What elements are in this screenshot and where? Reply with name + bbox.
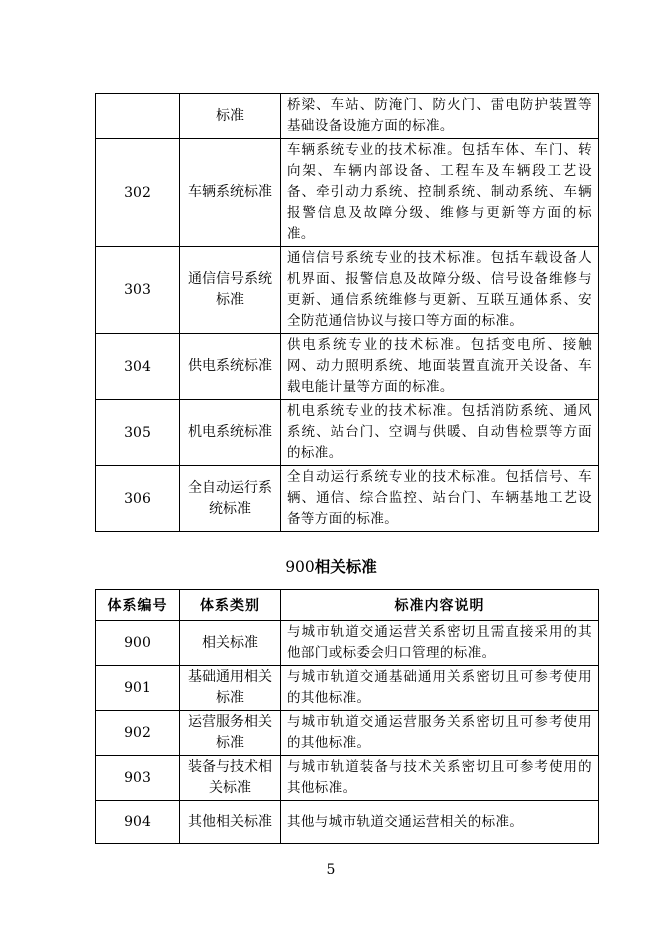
system-number: 903 bbox=[96, 756, 180, 801]
standard-description: 供电系统专业的技术标准。包括变电所、接触网、动力照明系统、地面装置直流开关设备、车载电能计量等方面的标准。 bbox=[281, 334, 599, 400]
system-number: 306 bbox=[96, 466, 180, 532]
system-category: 通信信号系统标准 bbox=[180, 247, 281, 334]
table-header-row bbox=[96, 590, 599, 621]
standard-description: 与城市轨道装备与技术关系密切且可参考使用的其他标准。 bbox=[281, 756, 599, 801]
standard-description: 与城市轨道交通运营服务关系密切且可参考使用的其他标准。 bbox=[281, 711, 599, 756]
system-number: 302 bbox=[96, 139, 180, 247]
system-category: 基础通用相关标准 bbox=[180, 666, 281, 711]
page-number: 5 bbox=[326, 862, 336, 878]
system-number: 304 bbox=[96, 334, 180, 400]
section-title bbox=[0, 555, 662, 577]
column-header-category: 体系类别 bbox=[180, 590, 281, 621]
system-number: 902 bbox=[96, 711, 180, 756]
column-header-number: 体系编号 bbox=[96, 590, 180, 621]
table-row bbox=[96, 139, 599, 247]
standards-table-continued bbox=[95, 93, 599, 532]
standard-description: 机电系统专业的技术标准。包括消防系统、通风系统、站台门、空调与供暖、自动售检票等方面的标准。 bbox=[281, 400, 599, 466]
column-header-description: 标准内容说明 bbox=[281, 590, 599, 621]
system-category: 全自动运行系统标准 bbox=[180, 466, 281, 532]
table-row bbox=[96, 247, 599, 334]
system-category: 标准 bbox=[180, 94, 281, 139]
section-code: 900 bbox=[285, 558, 315, 576]
standard-description: 车辆系统专业的技术标准。包括车体、车门、转向架、车辆内部设备、工程车及车辆段工艺设备、牵引动力系统、控制系统、制动系统、车辆报警信息及故障分级、维修与更新等方面的标准。 bbox=[281, 139, 599, 247]
system-category: 车辆系统标准 bbox=[180, 139, 281, 247]
table-row bbox=[96, 400, 599, 466]
section-title-text: 相关标准 bbox=[314, 558, 377, 576]
system-category: 其他相关标准 bbox=[180, 801, 281, 844]
standard-description: 与城市轨道交通基础通用关系密切且可参考使用的其他标准。 bbox=[281, 666, 599, 711]
standard-description: 桥梁、车站、防淹门、防火门、雷电防护装置等基础设备设施方面的标准。 bbox=[281, 94, 599, 139]
standard-description: 其他与城市轨道交通运营相关的标准。 bbox=[281, 801, 599, 844]
table-row bbox=[96, 756, 599, 801]
system-number: 900 bbox=[96, 621, 180, 666]
table-row bbox=[96, 666, 599, 711]
table-row bbox=[96, 621, 599, 666]
standard-description: 全自动运行系统专业的技术标准。包括信号、车辆、通信、综合监控、站台门、车辆基地工艺设备等方面的标准。 bbox=[281, 466, 599, 532]
system-category: 装备与技术相关标准 bbox=[180, 756, 281, 801]
table-row bbox=[96, 334, 599, 400]
system-number: 305 bbox=[96, 400, 180, 466]
system-category: 机电系统标准 bbox=[180, 400, 281, 466]
system-number: 303 bbox=[96, 247, 180, 334]
table-row bbox=[96, 801, 599, 844]
table-row bbox=[96, 711, 599, 756]
system-number: 904 bbox=[96, 801, 180, 844]
related-standards-table bbox=[95, 589, 599, 844]
system-category: 供电系统标准 bbox=[180, 334, 281, 400]
table-row bbox=[96, 466, 599, 532]
system-number: 901 bbox=[96, 666, 180, 711]
table-row bbox=[96, 94, 599, 139]
system-category: 相关标准 bbox=[180, 621, 281, 666]
system-category: 运营服务相关标准 bbox=[180, 711, 281, 756]
standard-description: 通信信号系统专业的技术标准。包括车载设备人机界面、报警信息及故障分级、信号设备维修与更新、通信系统维修与更新、互联互通体系、安全防范通信协议与接口等方面的标准。 bbox=[281, 247, 599, 334]
system-number bbox=[96, 94, 180, 139]
standard-description: 与城市轨道交通运营关系密切且需直接采用的其他部门或标委会归口管理的标准。 bbox=[281, 621, 599, 666]
